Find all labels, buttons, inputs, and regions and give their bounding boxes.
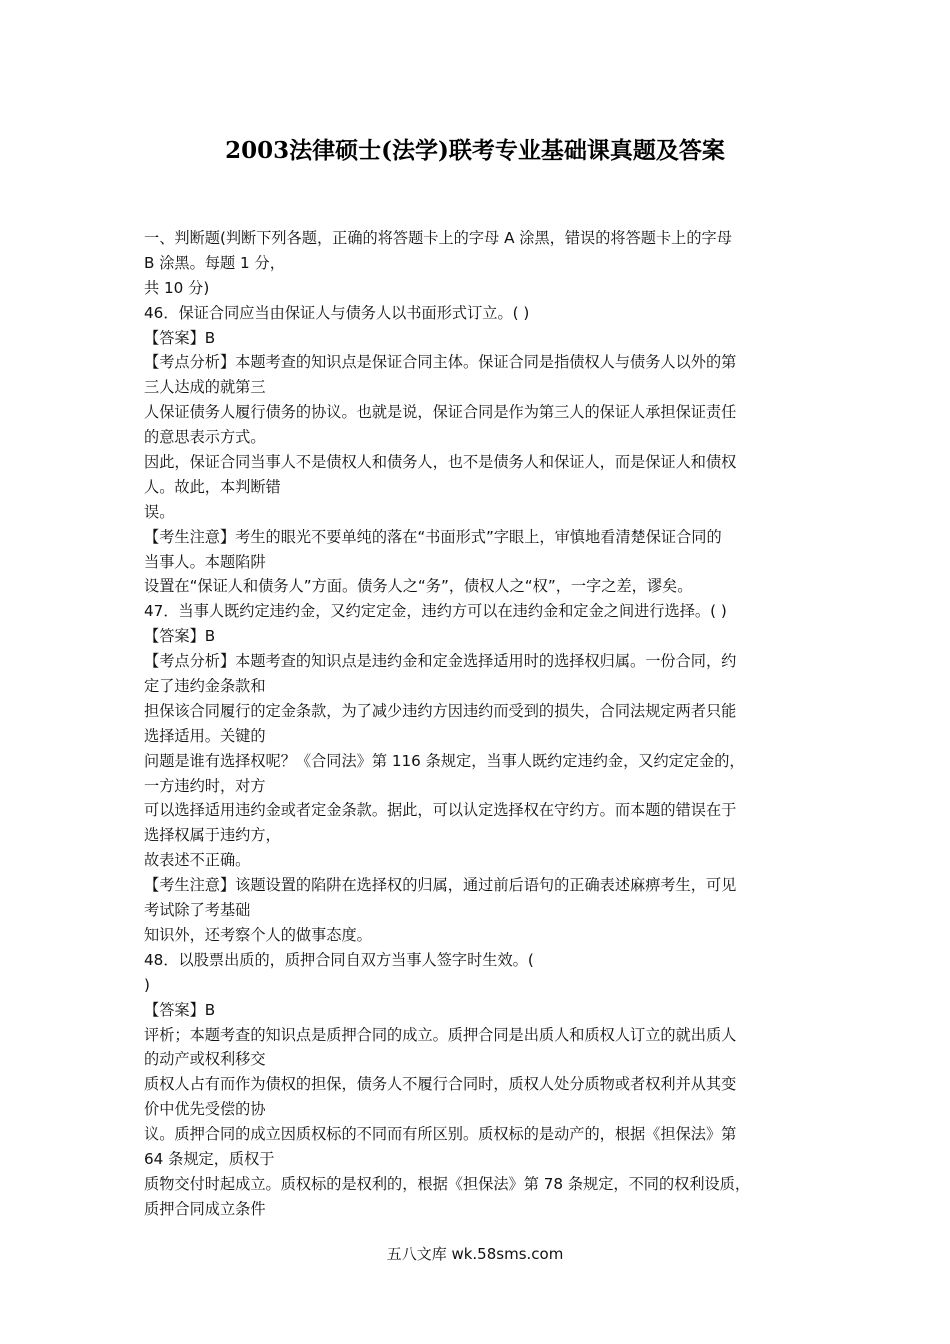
document-title: 2003法律硕士(法学)联考专业基础课真题及答案 (225, 137, 725, 164)
body-line: 故表述不正确。 (144, 851, 251, 870)
body-line: 【考点分析】本题考查的知识点是违约金和定金选择适用时的选择权归属。一份合同，约 (144, 652, 737, 671)
body-line: 【考点分析】本题考查的知识点是保证合同主体。保证合同是指债权人与债务人以外的第 (144, 353, 737, 372)
body-line: 因此，保证合同当事人不是债权人和债务人，也不是债务人和保证人，而是保证人和债权 (144, 453, 737, 472)
body-line: 【答案】B (144, 627, 216, 646)
body-line: 考试除了考基础 (144, 901, 251, 920)
body-line: 46．保证合同应当由保证人与债务人以书面形式订立。( ) (144, 303, 530, 322)
body-line: 评析；本题考查的知识点是质押合同的成立。质押合同是出质人和质权人订立的就出质人 (144, 1025, 737, 1044)
body-line: 的动产或权利移交 (144, 1050, 266, 1069)
body-line: 当事人。本题陷阱 (144, 552, 266, 571)
body-line: 知识外，还考察个人的做事态度。 (144, 925, 372, 944)
body-line: 定了违约金条款和 (144, 677, 266, 696)
body-line: 的意思表示方式。 (144, 428, 266, 447)
body-line: 【答案】B (144, 1000, 216, 1019)
body-line: 质押合同成立条件 (144, 1199, 266, 1218)
footer-watermark: 五八文库 wk.58sms.com (386, 1245, 564, 1263)
body-line: B 涂黑。每题 1 分， (144, 253, 285, 272)
document-body (144, 226, 814, 1222)
body-line: 质权人占有而作为债权的担保，债务人不履行合同时，质权人处分质物或者权利并从其变 (144, 1075, 737, 1094)
body-line: 价中优先受偿的协 (144, 1100, 266, 1119)
body-line: 一方违约时，对方 (144, 776, 266, 795)
body-line: 64 条规定，质权于 (144, 1149, 275, 1168)
body-line: 议。质押合同的成立因质权标的不同而有所区别。质权标的是动产的，根据《担保法》第 (144, 1125, 737, 1144)
body-line: 选择权属于违约方， (144, 826, 281, 845)
body-line: 【考生注意】考生的眼光不要单纯的落在“书面形式”字眼上，审慎地看清楚保证合同的 (144, 527, 722, 546)
body-line: 一、判断题(判断下列各题，正确的将答题卡上的字母 A 涂黑，错误的将答题卡上的字母 (144, 229, 732, 247)
body-line: 担保该合同履行的定金条款，为了减少违约方因违约而受到的损失，合同法规定两者只能 (144, 701, 737, 720)
body-line: ) (144, 975, 150, 994)
body-line: 【考生注意】该题设置的陷阱在选择权的归属，通过前后语句的正确表述麻痹考生，可见 (144, 876, 737, 895)
body-line: 47．当事人既约定违约金，又约定定金，违约方可以在违约金和定金之间进行选择。( ) (144, 602, 727, 621)
body-line: 设置在“保证人和债务人”方面。债务人之“务”，债权人之“权”，一字之差，谬矣。 (144, 577, 693, 596)
body-line: 共 10 分) (144, 278, 210, 297)
body-line: 三人达成的就第三 (144, 378, 266, 397)
body-line: 可以选择适用违约金或者定金条款。据此，可以认定选择权在守约方。而本题的错误在于 (144, 801, 737, 820)
body-line: 人。故此，本判断错 (144, 477, 281, 496)
body-line: 问题是谁有选择权呢？《合同法》第 116 条规定，当事人既约定违约金，又约定定金的， (144, 751, 745, 770)
body-line: 质物交付时起成立。质权标的是权利的，根据《担保法》第 78 条规定，不同的权利设质， (144, 1174, 751, 1193)
body-line: 人保证债务人履行债务的协议。也就是说，保证合同是作为第三人的保证人承担保证责任 (144, 403, 737, 422)
body-line: 误。 (144, 502, 175, 521)
body-line: 选择适用。关键的 (144, 726, 266, 745)
body-line: 48．以股票出质的，质押合同自双方当事人签字时生效。( (144, 950, 534, 969)
body-line: 【答案】B (144, 328, 216, 347)
